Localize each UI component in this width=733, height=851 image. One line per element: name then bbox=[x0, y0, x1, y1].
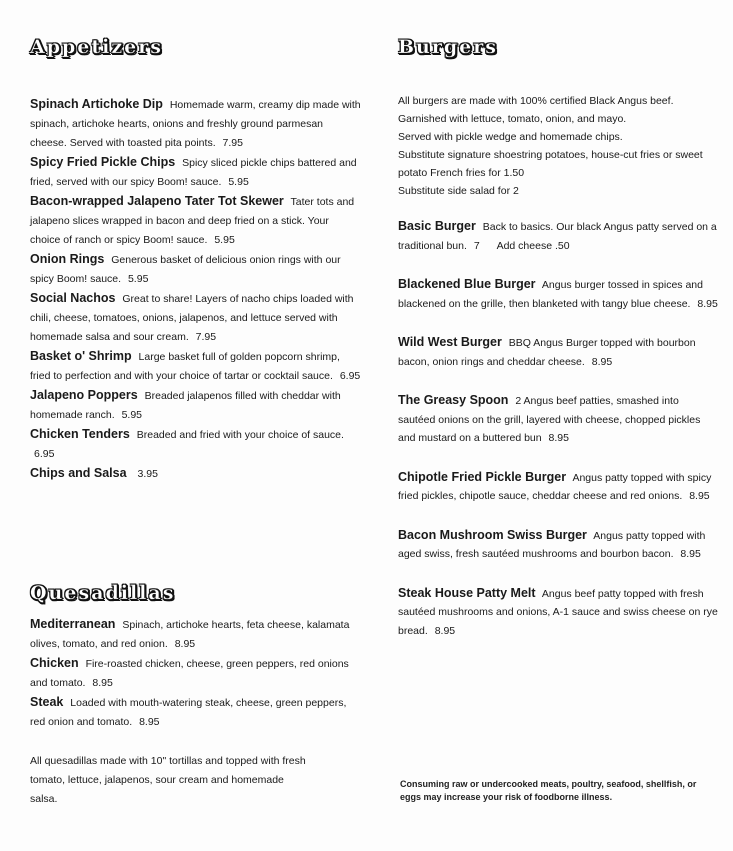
item-name: Spicy Fried Pickle Chips bbox=[30, 155, 176, 169]
item-name: Steak House Patty Melt bbox=[398, 585, 536, 600]
appetizers-section bbox=[30, 34, 362, 484]
item-price: 6.95 bbox=[34, 448, 55, 460]
menu-item bbox=[30, 386, 362, 425]
item-price: 8.95 bbox=[139, 716, 160, 728]
item-extra: Add cheese .50 bbox=[496, 239, 570, 252]
item-desc: Breaded and fried with your choice of sauce. bbox=[136, 429, 344, 441]
menu-item bbox=[398, 217, 718, 255]
menu-item bbox=[398, 391, 718, 448]
item-name: Chips and Salsa bbox=[30, 466, 127, 480]
quesadillas-list bbox=[30, 615, 360, 732]
item-price: 7 bbox=[473, 239, 480, 252]
item-name: Spinach Artichoke Dip bbox=[30, 97, 163, 111]
item-name: Blackened Blue Burger bbox=[398, 277, 536, 291]
menu-item bbox=[30, 425, 362, 464]
item-desc: Spinach, artichoke hearts, feta cheese, kalamata olives, tomato, and red onion. bbox=[30, 619, 350, 650]
item-name: Wild West Burger bbox=[398, 335, 502, 349]
menu-item bbox=[30, 153, 362, 192]
item-desc: Angus burger tossed in spices and blackened on the grille, then blanketed with tangy blue cheese. bbox=[398, 279, 703, 310]
item-price: 8.95 bbox=[697, 297, 718, 310]
item-price: 8.95 bbox=[434, 624, 456, 637]
menu-item bbox=[30, 654, 360, 693]
menu-item bbox=[30, 95, 362, 153]
intro-line: Substitute signature shoestring potatoes, house-cut fries or sweet potato French fries for 1.50 bbox=[398, 149, 703, 179]
item-desc: Angus patty topped with spicy fried pickles, chipotle sauce, cheddar cheese and red onions. bbox=[398, 471, 712, 502]
item-desc: BBQ Angus Burger topped with bourbon bacon, onion rings and cheddar cheese. bbox=[398, 337, 696, 368]
item-price: 8.95 bbox=[591, 355, 613, 368]
appetizers-title: Appetizers bbox=[30, 36, 163, 58]
item-desc: Tater tots and jalapeno slices wrapped in bacon and deep fried on a stick. Your choice of ranch or spicy Boom! sauce. bbox=[30, 196, 355, 246]
menu-item bbox=[30, 347, 362, 386]
item-price: 5.95 bbox=[214, 234, 235, 246]
menu-item bbox=[30, 192, 362, 250]
item-desc: Large basket full of golden popcorn shrimp, fried to perfection and with your choice of tartar or cocktail sauce. bbox=[30, 351, 340, 382]
item-name: Basket o' Shrimp bbox=[30, 349, 132, 363]
item-name: Chicken bbox=[30, 656, 79, 670]
burgers-list bbox=[398, 217, 718, 640]
item-name: Steak bbox=[30, 695, 64, 709]
intro-line: Substitute side salad for 2 bbox=[398, 185, 519, 197]
quesadillas-note: All quesadillas made with 10" tortillas and topped with fresh tomato, lettuce, jalapenos, sour cream and homemade salsa. bbox=[30, 755, 306, 805]
item-name: Basic Burger bbox=[398, 219, 476, 233]
burgers-section bbox=[398, 34, 718, 640]
item-name: Chipotle Fried Pickle Burger bbox=[398, 469, 567, 484]
item-price: 7.95 bbox=[222, 137, 243, 149]
item-desc: Breaded jalapenos filled with cheddar with homemade ranch. bbox=[30, 390, 341, 421]
menu-item bbox=[30, 250, 362, 289]
menu-item bbox=[30, 693, 360, 732]
item-name: Bacon Mushroom Swiss Burger bbox=[398, 527, 587, 542]
item-price: 8.95 bbox=[174, 638, 196, 650]
item-desc: Spicy sliced pickle chips battered and fried, served with our spicy Boom! sauce. bbox=[30, 157, 357, 188]
intro-line: All burgers are made with 100% certified Black Angus beef. Garnished with lettuce, tomato, onion, and mayo. bbox=[398, 95, 674, 125]
burgers-intro bbox=[398, 92, 718, 200]
item-price: 8.95 bbox=[92, 677, 113, 689]
item-desc: 2 Angus beef patties, smashed into sautéed onions on the grill, layered with cheese, chopped pickles and mustard on a buttered bun bbox=[398, 395, 701, 444]
item-name: Jalapeno Poppers bbox=[30, 388, 138, 402]
item-price: 8.95 bbox=[689, 490, 710, 502]
item-desc: Loaded with mouth-watering steak, cheese, green peppers, red onion and tomato. bbox=[30, 697, 347, 728]
intro-line: Served with pickle wedge and homemade chips. bbox=[398, 131, 623, 143]
item-price: 5.95 bbox=[228, 176, 249, 188]
item-desc: Angus patty topped with aged swiss, fresh sautéed mushrooms and bourbon bacon. bbox=[398, 529, 706, 560]
menu-item bbox=[398, 468, 718, 506]
menu-item bbox=[398, 333, 718, 371]
item-desc: Fire-roasted chicken, cheese, green peppers, red onions and tomato. bbox=[30, 658, 349, 689]
menu-item bbox=[30, 615, 360, 654]
menu-item bbox=[398, 584, 718, 641]
item-name: The Greasy Spoon bbox=[398, 393, 509, 407]
item-name: Onion Rings bbox=[30, 252, 105, 266]
item-price: 6.95 bbox=[339, 370, 361, 382]
menu-item bbox=[30, 464, 362, 484]
quesadillas-title: Quesadillas bbox=[30, 582, 176, 604]
menu-item bbox=[398, 526, 718, 564]
item-desc: Angus beef patty topped with fresh sautéed mushrooms and onions, A-1 sauce and swiss cheese on rye bread. bbox=[398, 587, 718, 637]
food-safety-disclaimer: Consuming raw or undercooked meats, poultry, seafood, shellfish, or eggs may increase your risk of foodborne illness. bbox=[400, 779, 697, 802]
appetizers-list bbox=[30, 95, 362, 484]
item-name: Chicken Tenders bbox=[30, 427, 130, 441]
item-name: Social Nachos bbox=[30, 291, 116, 305]
item-price: 3.95 bbox=[137, 468, 158, 480]
item-name: Mediterranean bbox=[30, 617, 116, 631]
menu-item bbox=[398, 275, 718, 313]
item-desc: Generous basket of delicious onion rings with our spicy Boom! sauce. bbox=[30, 254, 341, 285]
burgers-title: Burgers bbox=[398, 36, 498, 58]
item-price: 8.95 bbox=[680, 548, 701, 560]
item-desc: Homemade warm, creamy dip made with spinach, artichoke hearts, onions and freshly ground parmesan cheese. Served with toasted pita points. bbox=[30, 99, 361, 149]
item-price: 8.95 bbox=[548, 432, 569, 444]
item-price: 7.95 bbox=[195, 331, 217, 343]
item-price: 5.95 bbox=[121, 409, 142, 421]
item-desc: Great to share! Layers of nacho chips loaded with chili, cheese, tomatoes, onions, jalapenos, and lettuce served with homemade salsa and sour cream. bbox=[30, 293, 354, 343]
item-name: Bacon-wrapped Jalapeno Tater Tot Skewer bbox=[30, 194, 284, 208]
menu-item bbox=[30, 289, 362, 347]
item-desc: Back to basics. Our black Angus patty served on a traditional bun. bbox=[398, 221, 717, 252]
item-price: 5.95 bbox=[127, 273, 149, 285]
